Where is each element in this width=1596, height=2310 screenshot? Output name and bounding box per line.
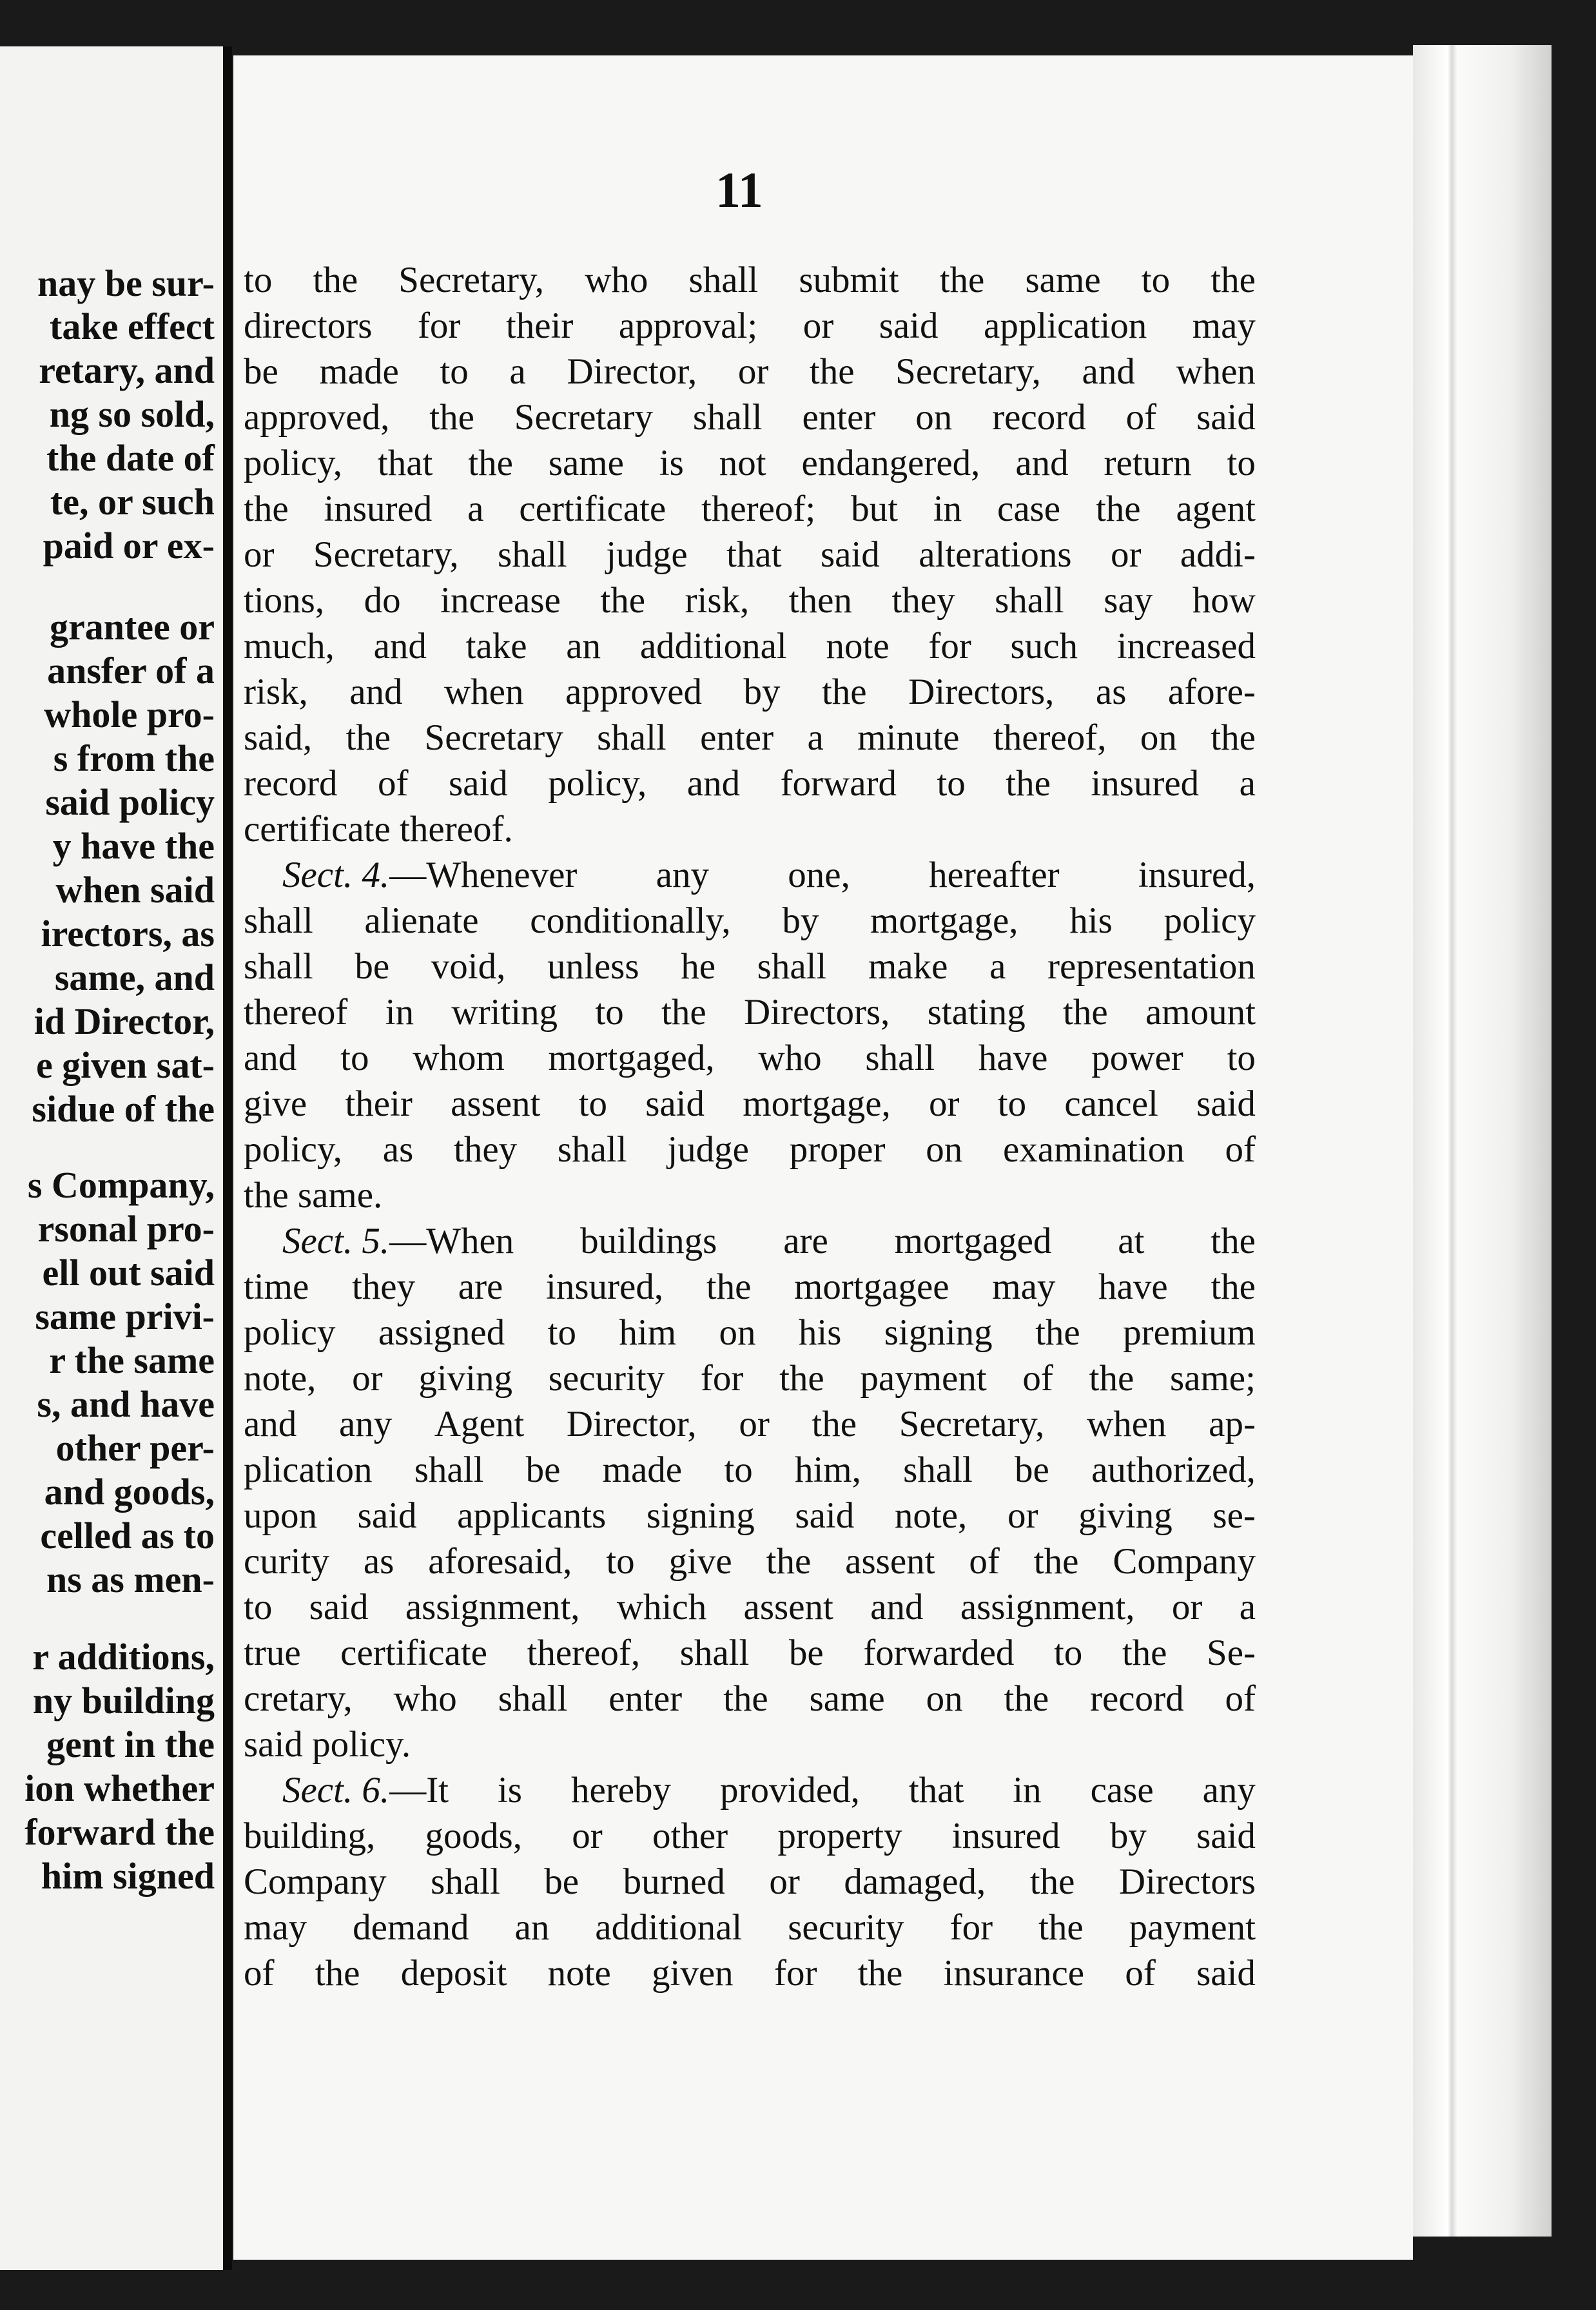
left-page-line: ny building <box>32 1680 215 1722</box>
section-heading: Sect. 6. <box>282 1770 390 1810</box>
left-page-line: s from the <box>53 737 215 779</box>
left-page-line: id Director, <box>34 1000 215 1042</box>
left-page-line: take effect <box>50 306 215 347</box>
text-line: shall alienate conditionally, by mortgage, his policy <box>244 900 1256 941</box>
left-page-line: r the same <box>49 1339 215 1381</box>
left-page-line: when said <box>55 869 215 911</box>
text-line: tions, do increase the risk, then they shall say how <box>244 580 1256 621</box>
text-line: and any Agent Director, or the Secretary, when ap- <box>244 1404 1256 1444</box>
text-line: and to whom mortgaged, who shall have power to <box>244 1038 1256 1078</box>
section-heading: Sect. 4. <box>282 855 390 895</box>
left-page-line: forward the <box>24 1811 215 1853</box>
left-page-line: ion whether <box>24 1767 215 1809</box>
left-page-line: rsonal pro- <box>37 1208 215 1250</box>
text-line: approved, the Secretary shall enter on record of said <box>244 397 1256 438</box>
left-page-line: ell out said <box>42 1252 215 1294</box>
left-page-line: said policy <box>45 781 215 823</box>
left-page-line: sidue of the <box>32 1088 215 1130</box>
text-line: may demand an additional security for the payment <box>244 1907 1256 1948</box>
text-line: said policy. <box>244 1724 411 1765</box>
text-line: risk, and when approved by the Directors, as afore- <box>244 672 1256 712</box>
text-line: directors for their approval; or said application may <box>244 306 1256 346</box>
section-first-line: Sect. 5.—When buildings are mortgaged at the <box>282 1221 1256 1261</box>
text-line: thereof in writing to the Directors, stating the amount <box>244 992 1256 1033</box>
text-line: to said assignment, which assent and assignment, or a <box>244 1587 1256 1627</box>
page-number: 11 <box>715 162 763 218</box>
text-line: to the Secretary, who shall submit the same to the <box>244 260 1256 300</box>
left-page-line: the date of <box>46 437 215 479</box>
left-page-line: e given sat- <box>35 1044 215 1086</box>
left-page-line: same privi- <box>35 1296 215 1337</box>
left-page-line: gent in the <box>46 1723 215 1765</box>
text-line: cretary, who shall enter the same on the record of <box>244 1678 1256 1719</box>
text-line: shall be void, unless he shall make a representation <box>244 946 1256 987</box>
page-edges <box>1413 45 1552 2237</box>
left-page-line: other per- <box>55 1427 215 1469</box>
left-page-line: y have the <box>52 825 215 867</box>
section-first-line: Sect. 4.—Whenever any one, hereafter insured, <box>282 855 1256 895</box>
left-page-line: ns as men- <box>46 1558 215 1600</box>
section-heading: Sect. 5. <box>282 1221 390 1261</box>
left-page-line: same, and <box>54 956 215 998</box>
text-line: or Secretary, shall judge that said alterations or addi- <box>244 534 1256 575</box>
text-line: policy, that the same is not endangered, and return to <box>244 443 1256 483</box>
left-page-line: retary, and <box>39 349 215 391</box>
text-line: upon said applicants signing said note, or giving se- <box>244 1495 1256 1536</box>
text-line: policy, as they shall judge proper on examination of <box>244 1129 1256 1170</box>
left-page-line: grantee or <box>49 606 215 648</box>
text-line: plication shall be made to him, shall be authorized, <box>244 1450 1256 1490</box>
left-page-line: ng so sold, <box>49 393 215 435</box>
left-page-line: whole pro- <box>44 694 215 735</box>
left-page-line: ansfer of a <box>47 650 215 692</box>
text-line: building, goods, or other property insured by said <box>244 1816 1256 1856</box>
text-line: time they are insured, the mortgagee may have the <box>244 1267 1256 1307</box>
text-line: curity as aforesaid, to give the assent of the Company <box>244 1541 1256 1582</box>
text-line: Company shall be burned or damaged, the Directors <box>244 1861 1256 1902</box>
text-line: said, the Secretary shall enter a minute thereof, on the <box>244 717 1256 758</box>
text-line: the insured a certificate thereof; but in case the agent <box>244 489 1256 529</box>
text-line: true certificate thereof, shall be forwarded to the Se- <box>244 1633 1256 1673</box>
text-line: give their assent to said mortgage, or to cancel said <box>244 1083 1256 1124</box>
left-page-line: s Company, <box>27 1164 215 1206</box>
left-page-line: irectors, as <box>41 913 215 955</box>
book-gutter <box>223 46 232 2270</box>
section-first-line: Sect. 6.—It is hereby provided, that in case any <box>282 1770 1256 1810</box>
left-page-line: him signed <box>41 1855 215 1897</box>
text-line: much, and take an additional note for such increased <box>244 626 1256 666</box>
left-page-fragment <box>0 46 229 2270</box>
text-line: of the deposit note given for the insurance of said <box>244 1953 1256 1994</box>
left-page-line: nay be sur- <box>37 262 215 304</box>
left-page-line: celled as to <box>40 1515 215 1557</box>
text-line: be made to a Director, or the Secretary, and when <box>244 351 1256 392</box>
text-line: policy assigned to him on his signing the premium <box>244 1312 1256 1353</box>
text-line: note, or giving security for the payment of the same; <box>244 1358 1256 1399</box>
left-page-line: and goods, <box>44 1471 215 1513</box>
text-line: certificate thereof. <box>244 809 513 849</box>
left-page-line: te, or such <box>50 481 215 523</box>
text-line: record of said policy, and forward to the insured a <box>244 763 1256 804</box>
left-page-line: r additions, <box>32 1636 215 1678</box>
text-line: the same. <box>244 1175 383 1216</box>
left-page-line: paid or ex- <box>43 525 215 567</box>
left-page-line: s, and have <box>37 1383 215 1425</box>
